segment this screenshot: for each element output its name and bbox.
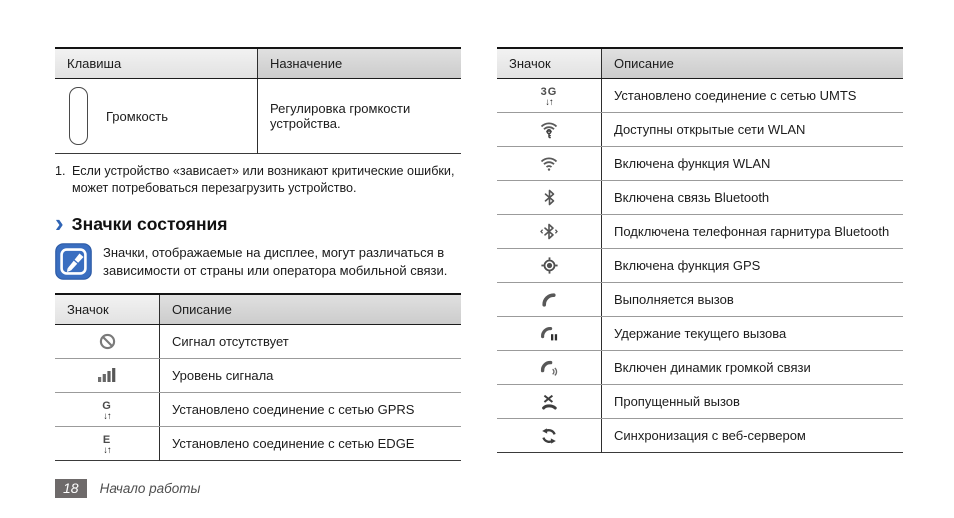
right-column xyxy=(497,47,903,461)
footnote-text: Если устройство «зависает» или возникают критические ошибки, может потребоваться перезагрузить устройство. xyxy=(72,164,455,195)
key-table-header-row xyxy=(55,48,461,79)
status-desc: Установлено соединение с сетью UMTS xyxy=(602,79,904,113)
umts-3g-network-icon: 3G ↓↑ xyxy=(540,86,558,109)
status-table-header-desc: Описание xyxy=(160,294,462,325)
table-row xyxy=(497,181,903,215)
status-icons-table-left xyxy=(55,293,461,461)
table-row xyxy=(497,351,903,385)
gps-on-icon xyxy=(503,257,595,274)
status-table-header-row xyxy=(55,294,461,325)
status-desc: Включена функция GPS xyxy=(602,249,904,283)
key-purpose: Регулировка громкости устройства. xyxy=(270,101,411,131)
table-row xyxy=(497,249,903,283)
table-row xyxy=(55,392,461,426)
status-desc: Пропущенный вызов xyxy=(602,385,904,419)
footnote-number: 1. xyxy=(55,164,66,178)
edge-network-icon: E ↓↑ xyxy=(102,434,112,457)
table-row xyxy=(497,147,903,181)
status-desc: Удержание текущего вызова xyxy=(602,317,904,351)
status-desc: Сигнал отсутствует xyxy=(160,324,462,358)
status-desc: Установлено соединение с сетью GPRS xyxy=(160,392,462,426)
section-marker-icon: › xyxy=(55,207,64,238)
table-row xyxy=(497,113,903,147)
key-table-header-key: Клавиша xyxy=(55,48,258,79)
key-name: Громкость xyxy=(106,108,168,124)
status-table-header-row xyxy=(497,48,903,79)
signal-strength-icon xyxy=(61,368,153,382)
status-table-header-desc: Описание xyxy=(602,48,904,79)
key-table-header-purpose: Назначение xyxy=(258,48,462,79)
table-row xyxy=(497,419,903,453)
status-desc: Уровень сигнала xyxy=(160,358,462,392)
table-row xyxy=(497,283,903,317)
status-icons-table-right xyxy=(497,47,903,453)
volume-key-icon xyxy=(69,87,88,145)
status-desc: Доступны открытые сети WLAN xyxy=(602,113,904,147)
sync-icon xyxy=(503,428,595,444)
table-row xyxy=(55,426,461,460)
table-row xyxy=(55,79,461,154)
missed-call-icon xyxy=(503,394,595,410)
page-footer xyxy=(55,479,200,498)
section-heading xyxy=(55,207,461,238)
status-desc: Включена связь Bluetooth xyxy=(602,181,904,215)
footnote xyxy=(55,163,459,197)
status-desc: Синхронизация с веб-сервером xyxy=(614,428,806,443)
call-in-progress-icon xyxy=(503,292,595,308)
no-signal-icon xyxy=(61,333,153,350)
section-title: Значки состояния xyxy=(71,214,228,234)
note-pen-icon xyxy=(55,243,92,280)
status-desc: Включен динамик громкой связи xyxy=(602,351,904,385)
left-column xyxy=(55,47,461,461)
note-callout xyxy=(55,243,461,281)
note-text: Значки, отображаемые на дисплее, могут различаться в зависимости от страны или оператора мобильной связи. xyxy=(103,245,448,279)
speakerphone-icon xyxy=(503,360,595,376)
table-row xyxy=(55,324,461,358)
bluetooth-on-icon xyxy=(503,189,595,206)
status-table-header-icon: Значок xyxy=(497,48,602,79)
wlan-open-networks-icon xyxy=(503,121,595,139)
call-hold-icon xyxy=(503,326,595,342)
bluetooth-headset-icon xyxy=(503,223,595,240)
page-number-badge: 18 xyxy=(55,479,87,498)
status-table-header-icon: Значок xyxy=(55,294,160,325)
chapter-title: Начало работы xyxy=(99,481,201,496)
wlan-on-icon xyxy=(503,156,595,171)
table-row xyxy=(55,358,461,392)
status-desc: Выполняется вызов xyxy=(602,283,904,317)
key-table xyxy=(55,47,461,154)
table-row xyxy=(497,79,903,113)
gprs-network-icon: G ↓↑ xyxy=(102,400,112,423)
status-desc: Подключена телефонная гарнитура Bluetooth xyxy=(602,215,904,249)
status-desc: Установлено соединение с сетью EDGE xyxy=(172,435,415,451)
table-row xyxy=(497,317,903,351)
table-row xyxy=(497,215,903,249)
table-row xyxy=(497,385,903,419)
status-desc: Включена функция WLAN xyxy=(602,147,904,181)
